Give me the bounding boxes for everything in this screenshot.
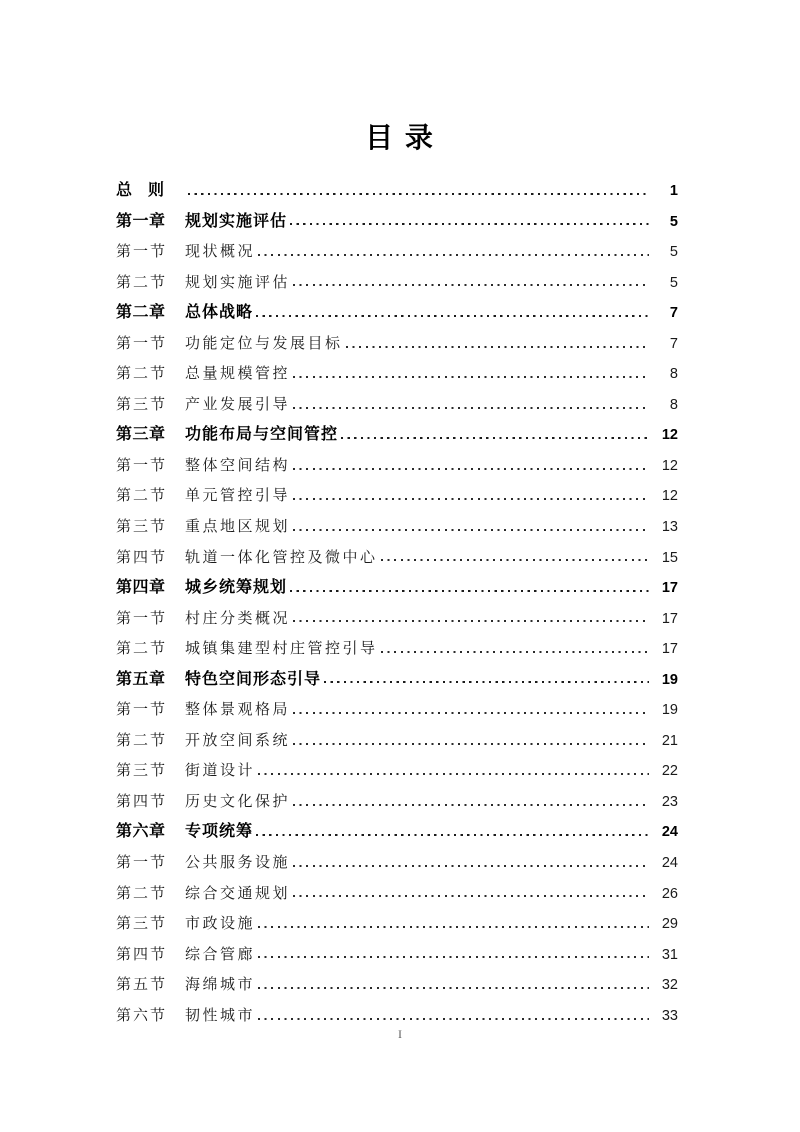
- toc-page-number: 19: [661, 702, 678, 719]
- toc-entry-title: 城镇集建型村庄管控引导: [185, 640, 378, 658]
- dotted-leader: [324, 681, 649, 683]
- toc-row: [116, 634, 678, 665]
- toc-entry-label: 第三节: [116, 915, 168, 933]
- dotted-leader: [258, 773, 649, 775]
- dotted-leader: [293, 407, 649, 409]
- toc-list: [116, 176, 678, 1031]
- toc-entry-label: 第一章: [116, 212, 166, 230]
- toc-row: [116, 359, 678, 390]
- toc-entry-label: 第二节: [116, 365, 168, 383]
- toc-page-number: 12: [661, 457, 678, 474]
- toc-page-number: 8: [669, 396, 678, 413]
- toc-page-number: 12: [661, 488, 678, 505]
- toc-page-number: 17: [661, 641, 678, 658]
- dotted-leader: [293, 743, 649, 745]
- toc-row: [116, 604, 678, 635]
- toc-entry-title: 城乡统筹规划: [185, 579, 288, 597]
- dotted-leader: [381, 559, 649, 561]
- toc-entry-title: 综合交通规划: [185, 884, 291, 902]
- toc-row: [116, 756, 678, 787]
- toc-entry-label: 第六章: [116, 823, 166, 841]
- toc-entry-label: 第二节: [116, 731, 168, 749]
- toc-row: [116, 879, 678, 910]
- toc-entry-title: 功能布局与空间管控: [185, 426, 339, 444]
- toc-entry-label: 第二章: [116, 304, 166, 322]
- toc-page-number: 29: [661, 916, 678, 933]
- toc-row: [116, 512, 678, 543]
- dotted-leader: [256, 834, 649, 836]
- toc-entry-label: 第四节: [116, 548, 168, 566]
- toc-page-number: 12: [661, 427, 678, 444]
- toc-entry-label: 第六节: [116, 1006, 168, 1024]
- page-title: 目 录: [365, 122, 435, 153]
- dotted-leader: [293, 284, 649, 286]
- toc-entry-title: 村庄分类概况: [185, 609, 291, 627]
- toc-page-number: 15: [661, 549, 678, 566]
- toc-page-number: 31: [661, 946, 678, 963]
- toc-page-number: 17: [661, 610, 678, 627]
- toc-entry-label: 第二节: [116, 884, 168, 902]
- toc-entry-label: 第二节: [116, 640, 168, 658]
- dotted-leader: [293, 865, 649, 867]
- toc-row: [116, 543, 678, 574]
- footer-page-number: I: [398, 1027, 402, 1041]
- toc-page-number: 23: [661, 793, 678, 810]
- toc-entry-title: 专项统筹: [185, 823, 254, 841]
- dotted-leader: [293, 895, 649, 897]
- dotted-leader: [293, 712, 649, 714]
- toc-page-number: 5: [669, 244, 678, 261]
- toc-row: [116, 909, 678, 940]
- toc-entry-title: 市政设施: [185, 915, 256, 933]
- toc-page-number: 5: [669, 213, 678, 230]
- dotted-leader: [346, 346, 649, 348]
- toc-entry-title: 海绵城市: [185, 976, 256, 994]
- toc-entry-label: 第四章: [116, 579, 166, 597]
- toc-entry-label: 第四节: [116, 945, 168, 963]
- toc-page-number: 21: [661, 732, 678, 749]
- toc-row: [116, 390, 678, 421]
- toc-entry-label: 第三节: [116, 518, 168, 536]
- toc-page-number: 32: [661, 977, 678, 994]
- toc-entry-title: 公共服务设施: [185, 854, 291, 872]
- toc-entry-title: 整体景观格局: [185, 701, 291, 719]
- toc-entry-label: 第五节: [116, 976, 168, 994]
- dotted-leader: [293, 620, 649, 622]
- toc-row: [116, 329, 678, 360]
- toc-row: [116, 726, 678, 757]
- toc-entry-label: 第一节: [116, 456, 168, 474]
- toc-entry-title: 整体空间结构: [185, 456, 291, 474]
- toc-page-number: 7: [669, 335, 678, 352]
- toc-page-number: 24: [661, 824, 678, 841]
- toc-page-number: 17: [661, 580, 678, 597]
- toc-page-number: 22: [661, 763, 678, 780]
- dotted-leader: [290, 223, 649, 225]
- toc-entry-label: 第三节: [116, 762, 168, 780]
- toc-page-number: 7: [669, 305, 678, 322]
- toc-row: [116, 451, 678, 482]
- toc-row: [116, 573, 678, 604]
- toc-entry-label: 第一节: [116, 334, 168, 352]
- dotted-leader: [258, 926, 649, 928]
- toc-entry-label: 第三节: [116, 395, 168, 413]
- toc-row: [116, 481, 678, 512]
- toc-entry-title: 总量规模管控: [185, 365, 291, 383]
- toc-page-number: 1: [669, 183, 678, 199]
- toc-row: [116, 237, 678, 268]
- dotted-leader: [293, 376, 649, 378]
- dotted-leader: [381, 651, 649, 653]
- toc-entry-title: 特色空间形态引导: [185, 670, 322, 688]
- toc-entry-label: 第二节: [116, 487, 168, 505]
- toc-entry-label: 第四节: [116, 792, 168, 810]
- toc-row: [116, 665, 678, 696]
- toc-row: [116, 207, 678, 238]
- toc-entry-label: 第五章: [116, 670, 166, 688]
- toc-page-number: 26: [661, 885, 678, 902]
- toc-row: [116, 695, 678, 726]
- toc-page-number: 8: [669, 366, 678, 383]
- dotted-leader: [293, 804, 649, 806]
- toc-entry-title: 重点地区规划: [185, 518, 291, 536]
- toc-entry-label: 第一节: [116, 701, 168, 719]
- toc-page-number: 33: [661, 1007, 678, 1024]
- toc-entry-title: 规划实施评估: [185, 273, 291, 291]
- toc-entry-title: 单元管控引导: [185, 487, 291, 505]
- toc-entry-title: 产业发展引导: [185, 395, 291, 413]
- dotted-leader: [188, 193, 649, 195]
- toc-entry-label: 总 则: [116, 182, 165, 199]
- toc-row: [116, 787, 678, 818]
- toc-row: [116, 817, 678, 848]
- toc-entry-title: 历史文化保护: [185, 792, 291, 810]
- dotted-leader: [293, 529, 649, 531]
- toc-row: [116, 268, 678, 299]
- dotted-leader: [293, 498, 649, 500]
- toc-entry-title: 轨道一体化管控及微中心: [185, 548, 378, 566]
- dotted-leader: [256, 315, 649, 317]
- toc-page-number: 13: [661, 519, 678, 536]
- toc-row: [116, 940, 678, 971]
- toc-entry-title: 总体战略: [185, 304, 254, 322]
- toc-entry-label: 第一节: [116, 243, 168, 261]
- toc-row: [116, 970, 678, 1001]
- toc-entry-label: 第一节: [116, 609, 168, 627]
- dotted-leader: [290, 590, 649, 592]
- toc-row: [116, 176, 678, 207]
- toc-row: [116, 298, 678, 329]
- dotted-leader: [258, 1018, 649, 1020]
- dotted-leader: [258, 254, 649, 256]
- toc-entry-title: 现状概况: [185, 243, 256, 261]
- toc-page-number: 24: [661, 855, 678, 872]
- toc-page-number: 5: [669, 274, 678, 291]
- toc-entry-title: 功能定位与发展目标: [185, 334, 343, 352]
- toc-entry-title: 街道设计: [185, 762, 256, 780]
- toc-entry-label: 第三章: [116, 426, 166, 444]
- toc-entry-title: 韧性城市: [185, 1006, 256, 1024]
- dotted-leader: [258, 987, 649, 989]
- toc-entry-label: 第一节: [116, 854, 168, 872]
- toc-entry-title: 规划实施评估: [185, 212, 288, 230]
- toc-row: [116, 420, 678, 451]
- dotted-leader: [293, 468, 649, 470]
- toc-page-number: 19: [661, 671, 678, 688]
- toc-entry-label: 第二节: [116, 273, 168, 291]
- dotted-leader: [341, 437, 649, 439]
- toc-entry-title: 综合管廊: [185, 945, 256, 963]
- toc-row: [116, 848, 678, 879]
- toc-entry-title: 开放空间系统: [185, 731, 291, 749]
- dotted-leader: [258, 956, 649, 958]
